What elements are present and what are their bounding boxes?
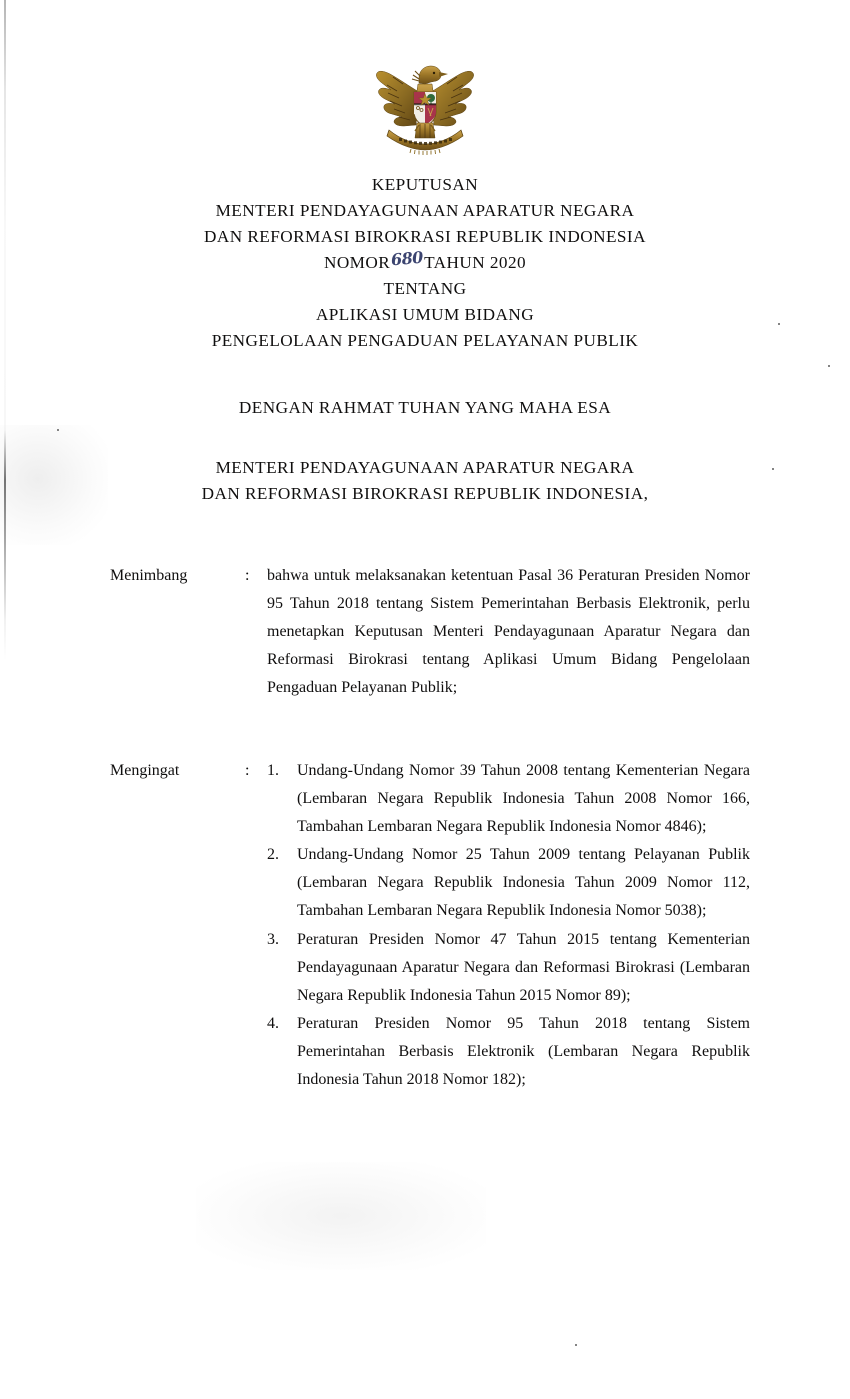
title-line-ministry: MENTERI PENDAYAGUNAAN APARATUR NEGARA: [215, 201, 635, 220]
clause-label-menimbang: Menimbang: [110, 567, 188, 584]
list-item: [267, 1010, 750, 1094]
list-item-number: 3.: [267, 930, 279, 948]
invocation-text: DENGAN RAHMAT TUHAN YANG MAHA ESA: [238, 398, 612, 417]
nomor-prefix: NOMOR: [323, 253, 391, 272]
clause-body-menimbang: [267, 562, 750, 702]
clause-menimbang: [110, 562, 750, 702]
document-title-block: [0, 172, 850, 354]
nomor-suffix: TAHUN 2020: [424, 253, 527, 272]
clause-colon-menimbang: :: [245, 567, 250, 584]
title-line-ministry-cont: DAN REFORMASI BIROKRASI REPUBLIK INDONESIA: [204, 227, 646, 246]
signatory-line-1: MENTERI PENDAYAGUNAAN APARATUR NEGARA: [215, 458, 635, 477]
list-item-number: 2.: [267, 846, 279, 864]
list-item: [267, 926, 750, 1010]
list-item-text: Peraturan Presiden Nomor 95 Tahun 2018 tentang Sistem Pemerintahan Berbasis Elektronik (Lembaran Negara Republik Indonesia Tahun 2018 Nomor 182);: [297, 1014, 750, 1089]
scan-speck: [57, 429, 59, 431]
title-line-nomor: [0, 247, 850, 276]
title-line-subject-2: PENGELOLAAN PENGADUAN PELAYANAN PUBLIK: [211, 331, 639, 350]
signatory-line-2: DAN REFORMASI BIROKRASI REPUBLIK INDONESIA,: [201, 484, 649, 503]
emblem-container: [0, 52, 850, 161]
menimbang-paragraph: bahwa untuk melaksanakan ketentuan Pasal 36 Peraturan Presiden Nomor 95 Tahun 2018 tentang Sistem Pemerintahan Berbasis Elektronik, perlu menetapkan Keputusan Menteri Pendayagunaan Aparatur Negara dan Reformasi Birokrasi tentang Aplikasi Umum Bidang Pengelolaan Pengaduan Pelayanan Publik;: [267, 567, 750, 697]
clause-body-mengingat: [267, 757, 750, 1094]
title-line-tentang: TENTANG: [383, 279, 467, 298]
list-item-text: Undang-Undang Nomor 39 Tahun 2008 tentang Kementerian Negara (Lembaran Negara Republik Indonesia Tahun 2008 Nomor 166, Tambahan Lembaran Negara Republik Indonesia Nomor 4846);: [297, 762, 750, 836]
list-item: [267, 757, 750, 841]
scan-smudge-artifact-bottom: [196, 1162, 486, 1270]
title-line-subject-1: APLIKASI UMUM BIDANG: [315, 305, 535, 324]
title-line-keputusan: KEPUTUSAN: [371, 175, 479, 194]
garuda-pancasila-emblem: [369, 52, 481, 156]
mengingat-list: [267, 757, 750, 1094]
list-item-number: 4.: [267, 1014, 279, 1032]
clause-label-mengingat: Mengingat: [110, 762, 180, 779]
scan-speck: [828, 365, 830, 367]
clause-colon-mengingat: :: [245, 762, 250, 779]
list-item-number: 1.: [267, 762, 279, 779]
list-item-text: Peraturan Presiden Nomor 47 Tahun 2015 tentang Kementerian Pendayagunaan Aparatur Negara dan Reformasi Birokrasi (Lembaran Negara Republik Indonesia Tahun 2015 Nomor 89);: [297, 930, 750, 1004]
clause-mengingat: [110, 757, 750, 1094]
list-item-text: Undang-Undang Nomor 25 Tahun 2009 tentang Pelayanan Publik (Lembaran Negara Republik Indonesia Tahun 2009 Nomor 112, Tambahan Lembaran Negara Republik Indonesia Nomor 5038);: [297, 846, 750, 920]
list-item: [267, 841, 750, 925]
signatory-heading: [0, 455, 850, 507]
nomor-handwritten-value: 680: [390, 247, 424, 270]
scan-speck: [575, 1344, 577, 1346]
